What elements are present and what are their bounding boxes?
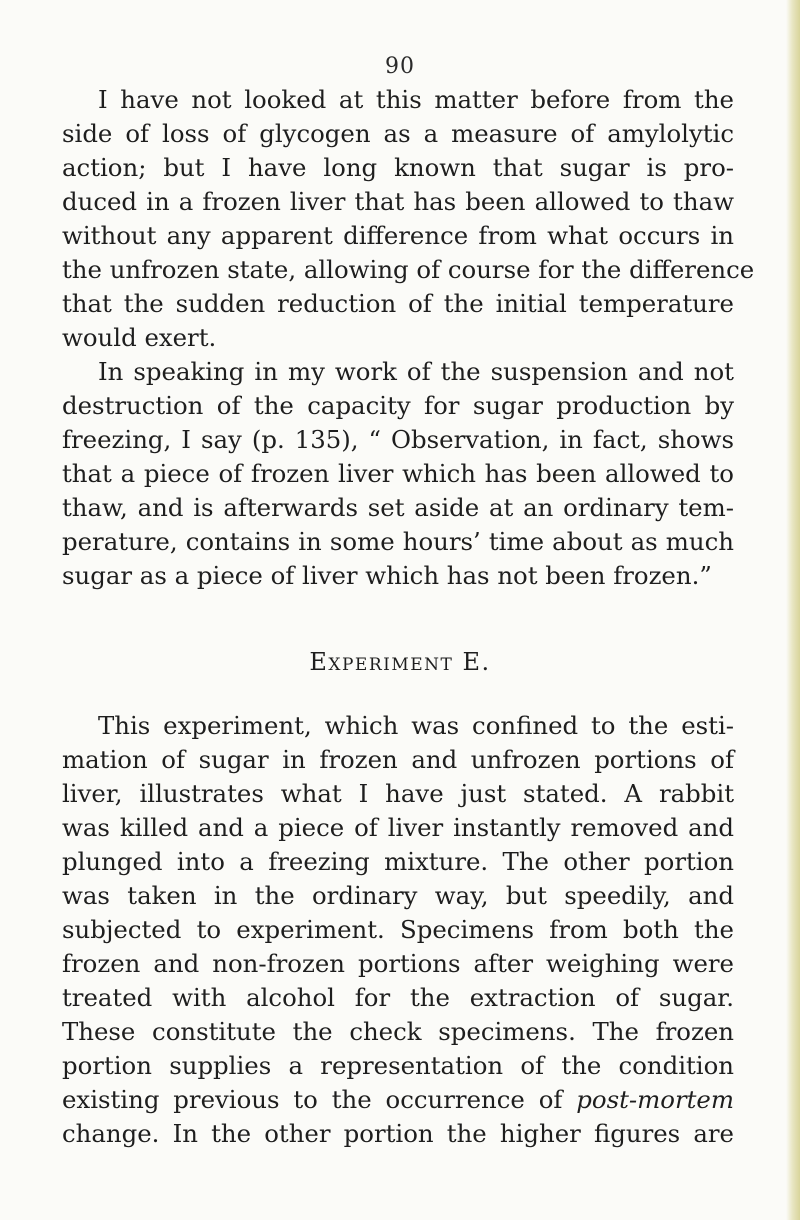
text-line: was taken in the ordinary way, but speedily, and [62, 881, 734, 910]
text-line: treated with alcohol for the extraction of sugar. [62, 983, 734, 1012]
text-line: plunged into a freezing mixture. The other portion [62, 847, 734, 876]
italic-term: post-mortem [576, 1085, 734, 1114]
text-line: would exert. [62, 323, 217, 352]
text-line: freezing, I say (p. 135), “ Observation, in fact, shows [62, 425, 734, 454]
text-line: This experiment, which was confined to the esti- [98, 711, 734, 740]
text-line: portion supplies a representation of the condition [62, 1051, 734, 1080]
text-line: I have not looked at this matter before from the [98, 85, 734, 114]
text-line: frozen and non-frozen portions after weighing were [62, 949, 734, 978]
page-number: 90 [385, 54, 415, 79]
section-heading: Experiment E. [309, 648, 491, 676]
text-line: mation of sugar in frozen and unfrozen portions of [62, 745, 734, 774]
text-line: thaw, and is afterwards set aside at an ordinary tem- [62, 493, 734, 522]
text-line-segment: existing previous to the occurrence of [62, 1085, 563, 1114]
text-line: was killed and a piece of liver instantly removed and [62, 813, 734, 842]
text-line: In speaking in my work of the suspension and not [98, 357, 734, 386]
text-line: destruction of the capacity for sugar production by [62, 391, 734, 420]
text-line: that a piece of frozen liver which has been allowed to [62, 459, 734, 488]
text-line: change. In the other portion the higher figures are [62, 1119, 734, 1148]
text-line: that the sudden reduction of the initial temperature [62, 289, 734, 318]
text-line: subjected to experiment. Specimens from both the [62, 915, 734, 944]
text-line: without any apparent difference from what occurs in [62, 221, 734, 250]
text-line: side of loss of glycogen as a measure of amylolytic [62, 119, 734, 148]
page-edge-shadow [786, 0, 800, 1220]
text-line [62, 1083, 734, 1117]
text-line: action; but I have long known that sugar is pro- [62, 153, 734, 182]
text-line: duced in a frozen liver that has been allowed to thaw [62, 187, 734, 216]
text-line: liver, illustrates what I have just stated. A rabbit [62, 779, 734, 808]
text-line: perature, contains in some hours’ time about as much [62, 527, 734, 556]
text-line: sugar as a piece of liver which has not been frozen.” [62, 561, 712, 590]
text-line: These constitute the check specimens. The frozen [62, 1017, 734, 1046]
text-line: the unfrozen state, allowing of course for the difference [62, 255, 755, 284]
